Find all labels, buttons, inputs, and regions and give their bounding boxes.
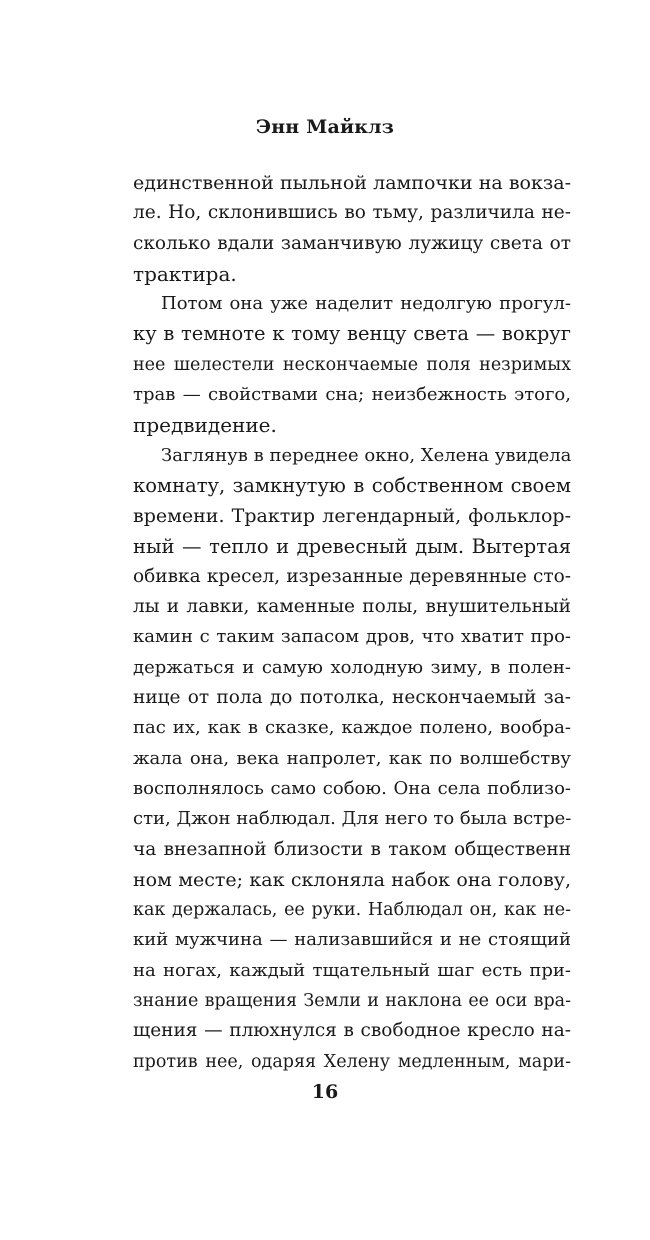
- text-line: предвидение.: [133, 413, 277, 438]
- text-line: единственной пыльной лампочки на вокза-: [133, 172, 571, 194]
- text-line: комнату, замкнутую в собственном своем: [133, 473, 571, 497]
- text-line: нице от пола до потолка, нескончаемый за-: [133, 687, 571, 709]
- text-line: Потом она уже наделит недолгую прогул-: [161, 293, 571, 315]
- body-text: [133, 168, 571, 1077]
- text-line: как держалась, ее руки. Наблюдал он, как не-: [133, 900, 571, 921]
- text-line: времени. Трактир легендарный, фольклор-: [133, 505, 571, 528]
- text-line: ный — тепло и древесный дым. Вытертая: [133, 534, 571, 558]
- running-head-author: Энн Майклз: [255, 116, 395, 138]
- text-line: нее шелестели нескончаемые поля незримых: [133, 354, 571, 375]
- text-line: держаться и самую холодную зиму, в полен-: [133, 656, 571, 678]
- text-line: ном месте; как склоняла набок она голову,: [133, 868, 571, 891]
- text-line: на ногах, каждый тщательный шаг есть при-: [133, 959, 571, 981]
- text-line: Заглянув в переднее окно, Хелена увидела: [161, 444, 572, 466]
- text-line: ле. Но, склонившись во тьму, различила не-: [133, 202, 571, 224]
- text-line: восполнялось само собою. Она села поблизо-: [133, 777, 571, 799]
- text-line: сколько вдали заманчивую лужицу света от: [133, 232, 571, 254]
- text-line: трав — свойствами сна; неизбежность этого,: [133, 384, 571, 406]
- text-line: против нее, одаряя Хелену медленным, мари-: [133, 1051, 571, 1072]
- page-number: 16: [311, 1081, 339, 1103]
- text-line: лы и лавки, каменные полы, внушительный: [133, 596, 571, 618]
- text-line: знание вращения Земли и наклона ее оси вра-: [133, 991, 571, 1012]
- text-line: камин с таким запасом дров, что хватит про-: [133, 626, 571, 648]
- text-line: пас их, как в сказке, каждое полено, вообра-: [133, 717, 571, 739]
- text-line: обивка кресел, изрезанные деревянные сто-: [133, 565, 571, 587]
- text-line: кий мужчина — нализавшийся и не стоящий: [133, 929, 571, 951]
- text-line: ку в темноте к тому венцу света — вокруг: [133, 322, 571, 346]
- text-line: щения — плюхнулся в свободное кресло на-: [133, 1020, 571, 1042]
- text-line: сти, Джон наблюдал. Для него то была встре-: [133, 808, 572, 830]
- text-line: ча внезапной близости в таком общественн: [133, 838, 571, 860]
- text-line: жала она, века напролет, как по волшебству: [133, 747, 571, 769]
- text-line: трактира.: [133, 261, 237, 286]
